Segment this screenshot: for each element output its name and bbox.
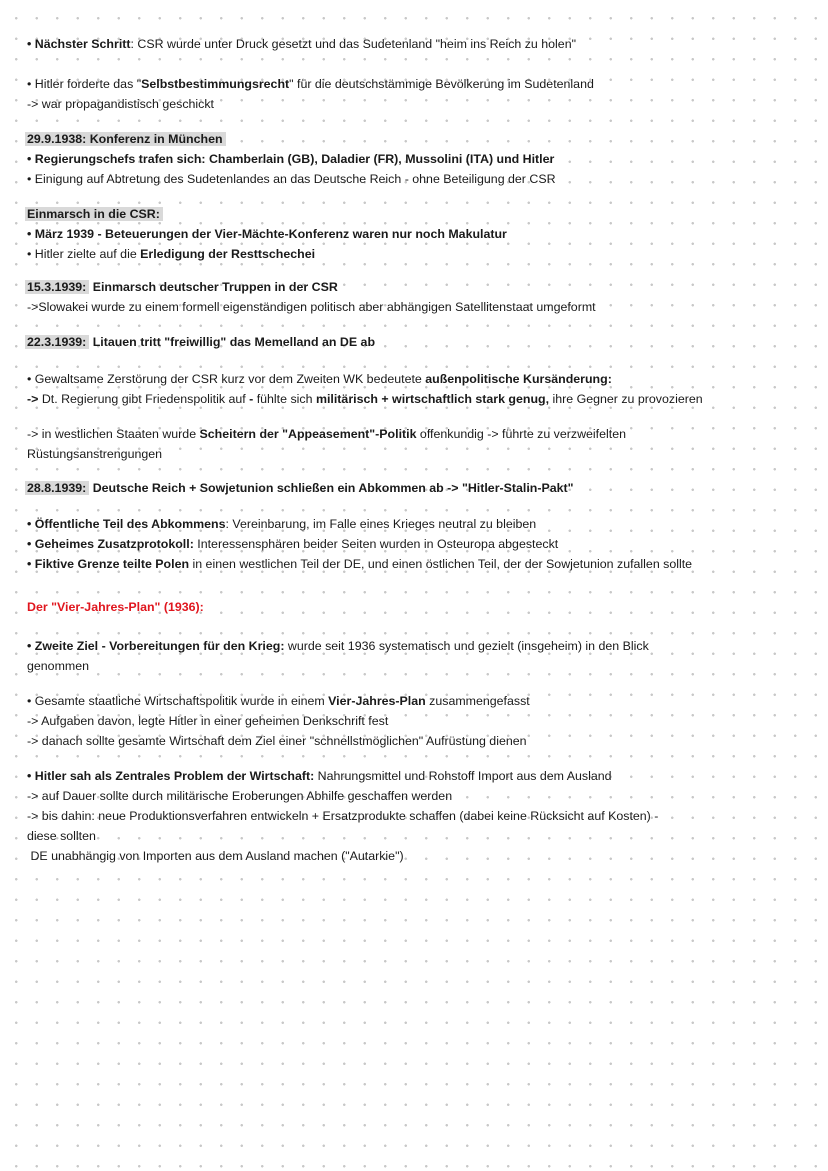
bullet: •	[27, 37, 32, 51]
bold-term: Erledigung der Resttschechei	[140, 247, 316, 261]
text-line: • Hitler zielte auf die Erledigung der Resttschechei	[27, 247, 316, 261]
section-28-8-1939	[27, 478, 814, 498]
text-line: Rüstungsanstrengungen	[27, 447, 163, 461]
section-four-year-plan-heading	[27, 597, 814, 617]
bold-term: Regierungschefs trafen sich: Chamberlain (GB), Daladier (FR), Mussolini (ITA) und Hitler	[34, 152, 555, 166]
bold-term: Litauen tritt "freiwillig" das Memelland an DE ab	[89, 335, 376, 349]
text-span: Gewaltsame Zerstörung der CSR kurz vor dem Zweiten WK bedeutete	[34, 372, 426, 386]
text-span: ihre Gegner zu provozieren	[549, 392, 703, 406]
text-span: : CSR wurde unter Druck gesetzt und das Sudetenland "heim ins Reich zu holen"	[130, 37, 576, 51]
red-heading: Der "Vier-Jahres-Plan" (1936):	[27, 600, 204, 614]
text-line: diese sollten	[27, 829, 96, 843]
section-second-goal	[27, 636, 814, 676]
text-line: • Einigung auf Abtretung des Sudetenlandes an das Deutsche Reich - ohne Beteiligung der CSR	[27, 172, 556, 186]
bold-term: März 1939 - Beteuerungen der Vier-Mächte-Konferenz waren nur noch Makulatur	[34, 227, 507, 241]
text-span: Nahrungsmittel und Rohstoff Import aus dem Ausland	[314, 769, 612, 783]
bold-term: Geheimes Zusatzprotokoll:	[34, 537, 194, 551]
section-invasion-csr	[27, 204, 814, 264]
text-line: • März 1939 - Beteuerungen der Vier-Mächte-Konferenz waren nur noch Makulatur	[27, 227, 507, 241]
text-span: offenkundig -> führte zu verzweifelten	[416, 427, 626, 441]
arrow: ->	[27, 392, 39, 406]
text-line: ->Slowakei wurde zu einem formell eigenständigen politisch aber abhängigen Satellitenstaat umgeformt	[27, 300, 596, 314]
text-line	[27, 389, 814, 409]
text-line: • Hitler sah als Zentrales Problem der Wirtschaft: Nahrungsmittel und Rohstoff Import aus dem Ausland	[27, 769, 612, 783]
text-line: • Zweite Ziel - Vorbereitungen für den Krieg: wurde seit 1936 systematisch und gezielt (insgeheim) in den Blick	[27, 639, 649, 653]
text-span: : Vereinbarung, im Falle eines Krieges neutral zu bleiben	[225, 517, 537, 531]
section-heading: 29.9.1938: Konferenz in München	[25, 132, 226, 146]
text-line: • Gewaltsame Zerstörung der CSR kurz vor dem Zweiten WK bedeutete außenpolitische Kursänderung:	[27, 372, 612, 386]
text-line: • Geheimes Zusatzprotokoll: Interessensphären beider Seiten wurden in Osteuropa abgesteckt	[27, 537, 559, 551]
bold-term: Vier-Jahres-Plan	[328, 694, 426, 708]
text-line: • Gesamte staatliche Wirtschaftspolitik wurde in einem Vier-Jahres-Plan zusammengefasst	[27, 694, 530, 708]
section-15-3-1939	[27, 277, 814, 317]
text-span: Hitler forderte das "	[34, 77, 142, 91]
section-heading: Einmarsch in die CSR:	[25, 207, 163, 221]
section-heading: 28.8.1939:	[25, 481, 89, 495]
heading-line	[27, 204, 814, 224]
text-line: • Hitler forderte das "Selbstbestimmungsrecht" für die deutschstämmige Bevölkerung im Sudetenland	[27, 77, 594, 91]
heading-line	[27, 277, 814, 297]
text-span: -> in westlichen Staaten wurde	[27, 427, 200, 441]
text-line: -> bis dahin: neue Produktionsverfahren entwickeln + Ersatzprodukte schaffen (dabei keine Rücksicht auf Kosten) -	[27, 809, 659, 823]
section-munich-conference	[27, 129, 814, 189]
heading-line	[27, 332, 814, 352]
bold-term: Öffentliche Teil des Abkommens	[34, 517, 226, 531]
text-line	[27, 34, 814, 54]
text-line: -> auf Dauer sollte durch militärische Eroberungen Abhilfe geschaffen werden	[27, 789, 453, 803]
text-span: in einen westlichen Teil der DE, und einen östlichen Teil, der der Sowjetunion zufallen sollte	[189, 557, 693, 571]
text-span: " für die deutschstämmige Bevölkerung im Sudetenland	[289, 77, 594, 91]
bold-term: Zweite Ziel - Vorbereitungen für den Krieg:	[34, 639, 285, 653]
bold-term: Fiktive Grenze teilte Polen	[34, 557, 190, 571]
text-line: -> war propagandistisch geschickt	[27, 97, 214, 111]
text-line: -> danach sollte gesamte Wirtschaft dem Ziel einer "schnellstmöglichen" Aufrüstung dienen	[27, 734, 527, 748]
text-span: Interessensphären beider Seiten wurden in Osteuropa abgesteckt	[193, 537, 559, 551]
bold-term: Hitler sah als Zentrales Problem der Wirtschaft:	[34, 769, 315, 783]
text-span: Gesamte staatliche Wirtschaftspolitik wurde in einem	[34, 694, 329, 708]
heading-line	[27, 129, 814, 149]
text-line	[27, 424, 814, 444]
text-line: • Regierungschefs trafen sich: Chamberlain (GB), Daladier (FR), Mussolini (ITA) und Hitler	[27, 152, 555, 166]
text-line: DE unabhängig von Importen aus dem Ausland machen ("Autarkie")	[27, 849, 404, 863]
bold-term: außenpolitische Kursänderung:	[425, 372, 612, 386]
text-span: wurde seit 1936 systematisch und gezielt (insgeheim) in den Blick	[284, 639, 649, 653]
text-span: Dt. Regierung gibt Friedenspolitik auf	[38, 392, 250, 406]
text-span: zusammengefasst	[425, 694, 530, 708]
bold-term: Einmarsch deutscher Truppen in der CSR	[89, 280, 338, 294]
text-span: Einigung auf Abtretung des Sudetenlandes an das Deutsche Reich - ohne Beteiligung der CSR	[34, 172, 556, 186]
text-line: • Fiktive Grenze teilte Polen in einen westlichen Teil der DE, und einen östlichen Teil, der der Sowjetunion zufallen sollte	[27, 557, 693, 571]
section-appeasement	[27, 424, 814, 464]
dash: -	[249, 392, 254, 406]
heading-line	[27, 478, 814, 498]
text-line: genommen	[27, 659, 89, 673]
section-next-step	[27, 34, 814, 54]
text-span: fühlte sich	[253, 392, 316, 406]
section-policy-change	[27, 369, 814, 409]
text-line: -> Aufgaben davon, legte Hitler in einer geheimen Denkschrift fest	[27, 714, 389, 728]
text-span: Hitler zielte auf die	[34, 247, 141, 261]
bold-term: Deutsche Reich + Sowjetunion schließen ein Abkommen ab -> "Hitler-Stalin-Pakt"	[89, 481, 574, 495]
bold-term: Nächster Schritt	[34, 37, 131, 51]
section-pact-details	[27, 514, 814, 574]
bold-term: militärisch + wirtschaftlich stark genug,	[315, 392, 550, 406]
section-central-problem	[27, 766, 814, 866]
bold-term: Scheitern der "Appeasement"-Politik	[199, 427, 417, 441]
section-economic-policy	[27, 691, 814, 751]
section-self-determination	[27, 74, 814, 114]
text-line: • Öffentliche Teil des Abkommens: Vereinbarung, im Falle eines Krieges neutral zu bleiben	[27, 517, 537, 531]
section-22-3-1939	[27, 332, 814, 352]
section-heading: 22.3.1939:	[25, 335, 89, 349]
section-heading: 15.3.1939:	[25, 280, 89, 294]
bold-term: Selbstbestimmungsrecht	[141, 77, 290, 91]
